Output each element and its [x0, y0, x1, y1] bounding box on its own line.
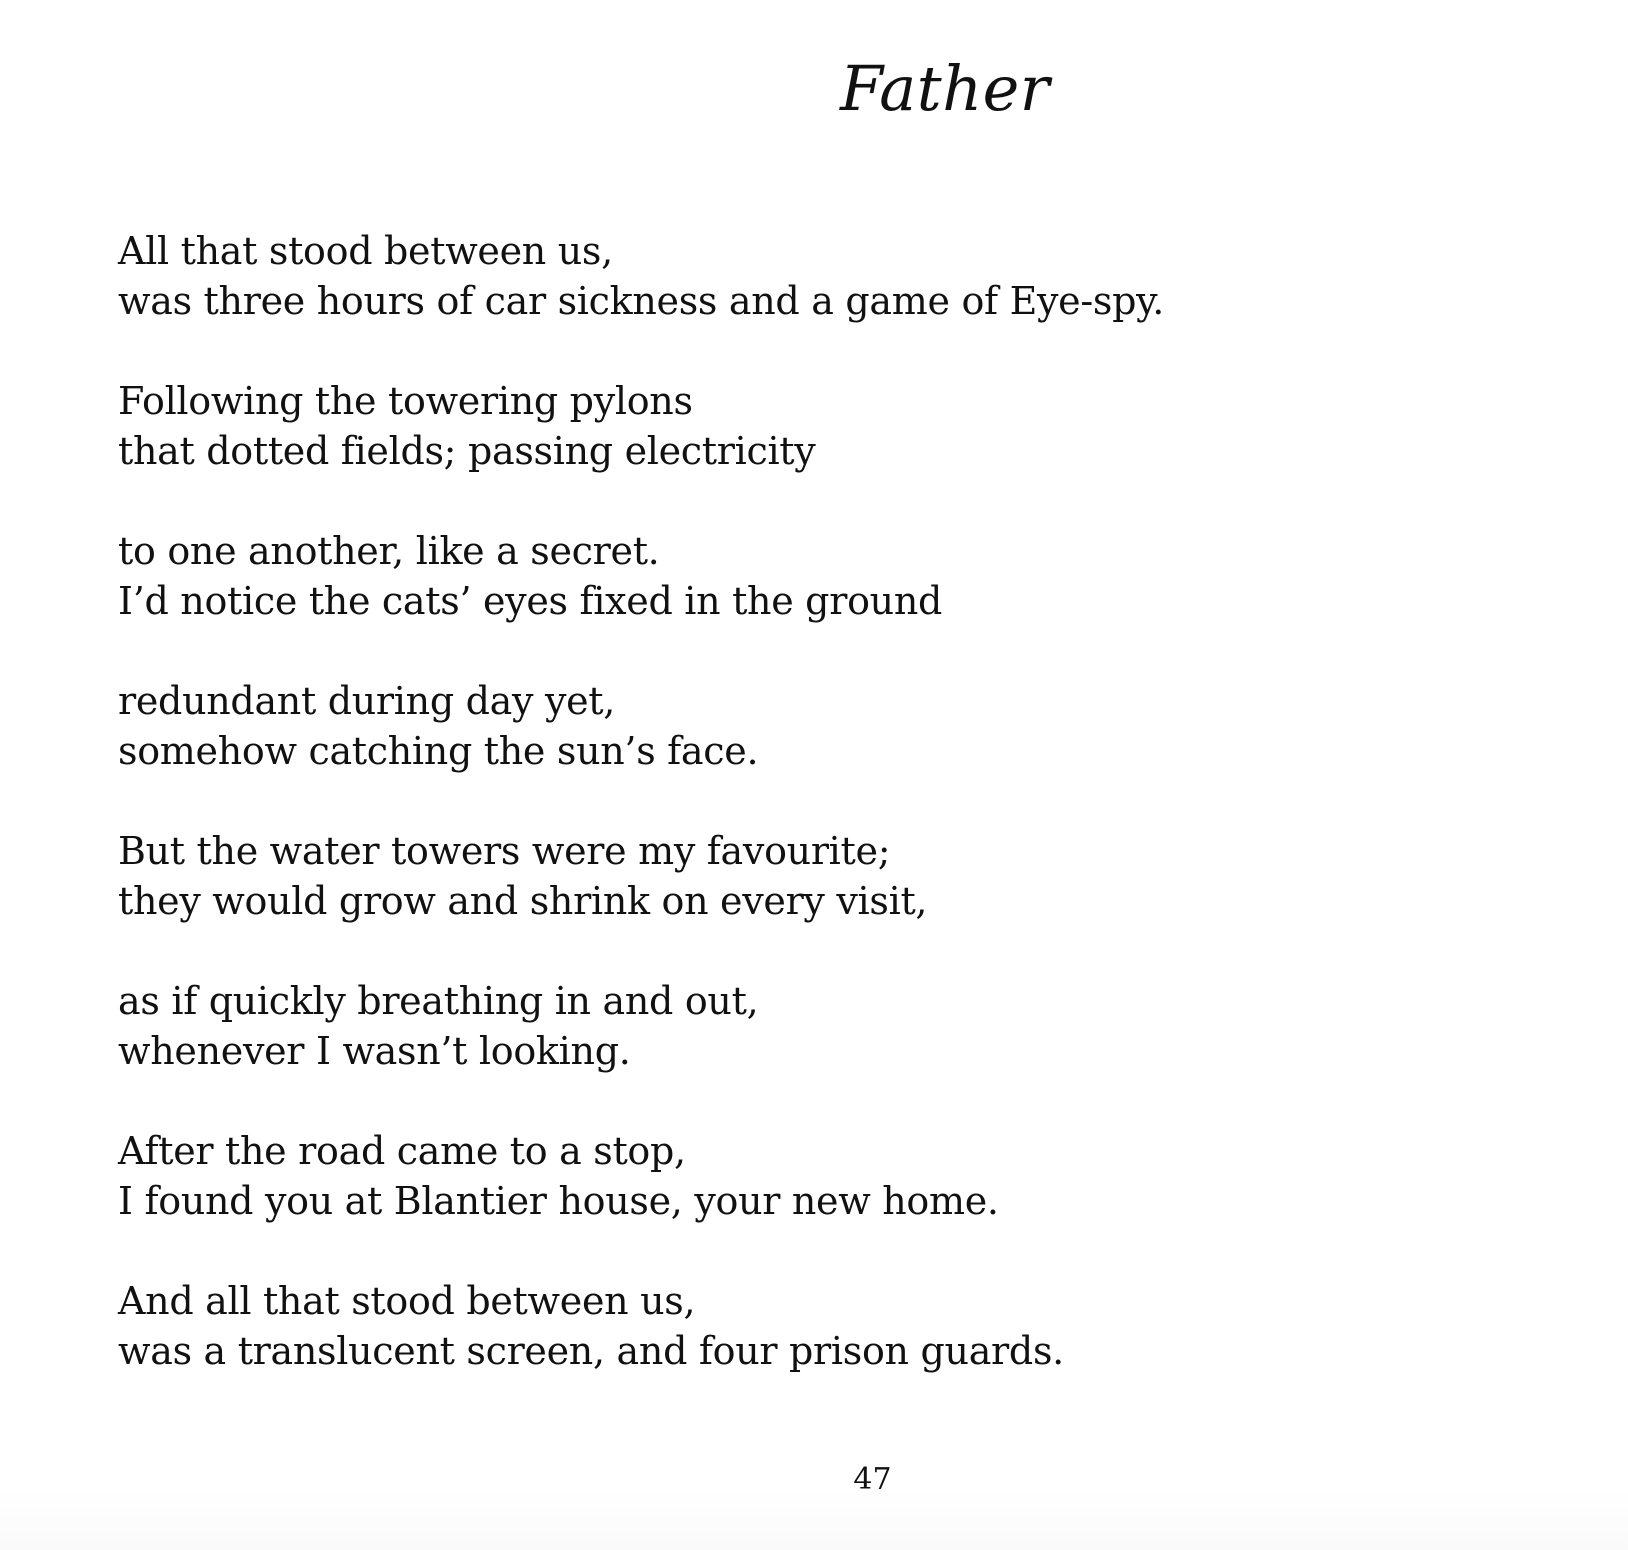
stanza	[118, 1276, 1318, 1376]
stanza	[118, 826, 1318, 926]
poem-line: All that stood between us,	[118, 229, 613, 273]
stanza	[118, 526, 1318, 626]
poem-line: And all that stood between us,	[118, 1279, 696, 1323]
poem-title: Father	[840, 52, 1050, 125]
poem-line: as if quickly breathing in and out,	[118, 979, 759, 1023]
poem-line: But the water towers were my favourite;	[118, 829, 891, 873]
poem-body	[118, 226, 1318, 1426]
poem-line: they would grow and shrink on every visit,	[118, 879, 928, 923]
poem-line: whenever I wasn’t looking.	[118, 1029, 631, 1073]
stanza	[118, 376, 1318, 476]
poem-line: I found you at Blantier house, your new home.	[118, 1179, 999, 1223]
stanza	[118, 676, 1318, 776]
poem-line: I’d notice the cats’ eyes fixed in the ground	[118, 579, 943, 623]
poem-line: was three hours of car sickness and a game of Eye-spy.	[118, 279, 1165, 323]
stanza	[118, 1126, 1318, 1226]
poem-line: to one another, like a secret.	[118, 529, 660, 573]
poem-line: Following the towering pylons	[118, 379, 693, 423]
poem-line: somehow catching the sun’s face.	[118, 729, 759, 773]
poem-line: that dotted fields; passing electricity	[118, 429, 816, 473]
poem-line: was a translucent screen, and four prison guards.	[118, 1329, 1064, 1373]
page-number: 47	[853, 1462, 892, 1497]
stanza	[118, 226, 1318, 326]
poem-line: redundant during day yet,	[118, 679, 616, 723]
poem-line: After the road came to a stop,	[118, 1129, 686, 1173]
stanza	[118, 976, 1318, 1076]
